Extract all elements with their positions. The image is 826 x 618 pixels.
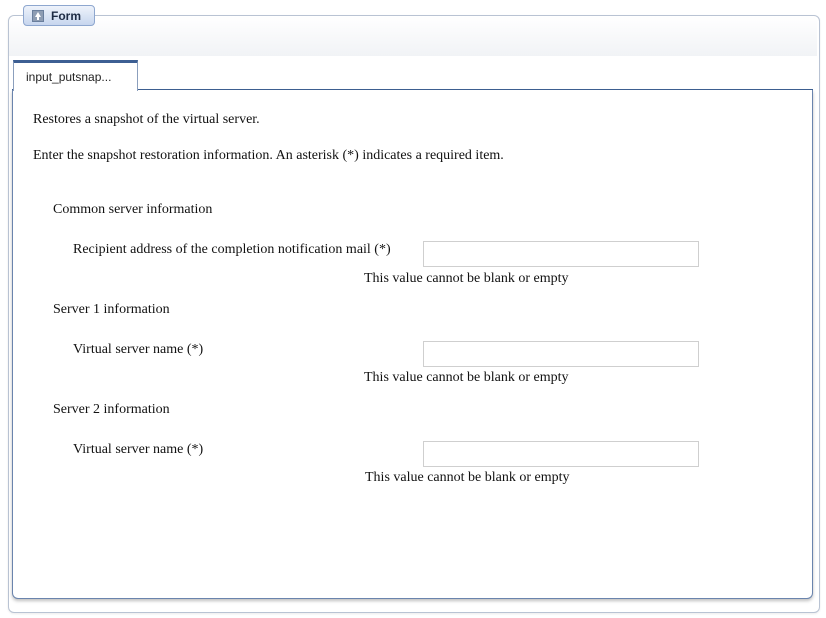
server2-name-input[interactable]	[423, 441, 699, 467]
section-heading-server2: Server 2 information	[53, 402, 170, 417]
form-instruction: Enter the snapshot restoration information. An asterisk (*) indicates a required item.	[33, 148, 504, 163]
tab-label: input_putsnap...	[26, 70, 112, 84]
tab-input-putsnapshot[interactable]	[13, 60, 138, 91]
server2-name-label: Virtual server name (*)	[73, 442, 204, 457]
form-header-strip	[9, 16, 817, 56]
form-legend-label: Form	[51, 8, 81, 23]
collapse-up-icon	[32, 10, 44, 22]
notification-mail-label: Recipient address of the completion notification mail (*)	[73, 242, 391, 257]
form-description: Restores a snapshot of the virtual server.	[33, 112, 260, 127]
notification-mail-error: This value cannot be blank or empty	[364, 271, 569, 286]
form-collapse-button[interactable]	[23, 5, 95, 26]
server1-name-error: This value cannot be blank or empty	[364, 370, 569, 385]
server1-name-input[interactable]	[423, 341, 699, 367]
section-heading-common: Common server information	[53, 202, 213, 217]
server2-name-error: This value cannot be blank or empty	[365, 470, 570, 485]
section-heading-server1: Server 1 information	[53, 302, 170, 317]
notification-mail-input[interactable]	[423, 241, 699, 267]
server1-name-label: Virtual server name (*)	[73, 342, 204, 357]
